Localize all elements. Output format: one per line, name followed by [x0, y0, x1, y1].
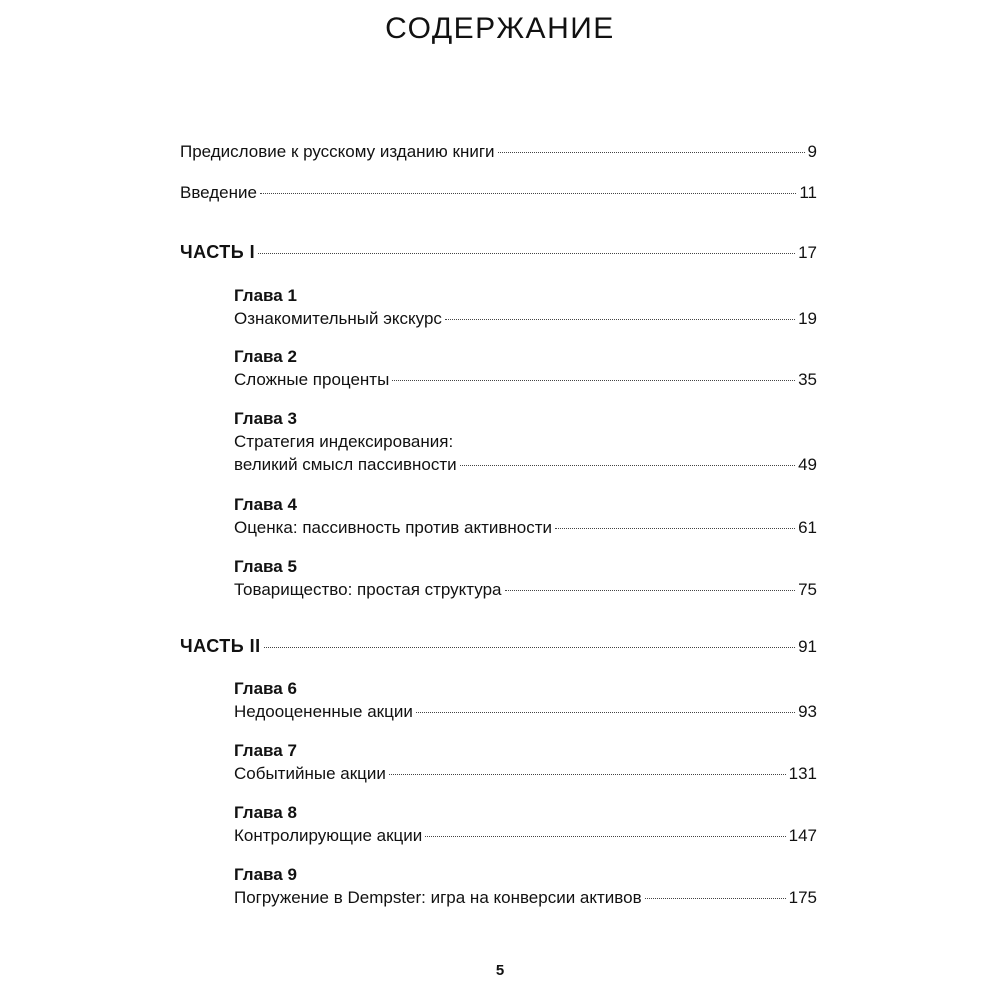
toc-entry-label: Контролирующие акции — [234, 826, 423, 845]
dot-leader — [389, 774, 786, 775]
toc-entry-page: 35 — [798, 370, 817, 389]
dot-leader — [425, 836, 785, 837]
dot-leader — [555, 528, 795, 529]
toc-entry-chapter-4[interactable] — [234, 518, 817, 542]
chapter-3-title-line-1: Стратегия индексирования: — [234, 432, 454, 451]
toc-entry-chapter-2[interactable] — [234, 370, 817, 394]
toc-entry-page: 19 — [798, 309, 817, 328]
page-title: СОДЕРЖАНИЕ — [385, 12, 615, 45]
toc-entry-page: 11 — [799, 183, 817, 202]
chapter-heading-3: Глава 3 — [234, 409, 297, 428]
toc-entry-chapter-3[interactable] — [234, 455, 817, 479]
toc-entry-label: Ознакомительный экскурс — [234, 309, 442, 328]
toc-entry-page: 75 — [798, 580, 817, 599]
toc-entry-page: 131 — [788, 764, 817, 783]
dot-leader — [264, 647, 795, 648]
dot-leader — [392, 380, 795, 381]
toc-entry-label: Товарищество: простая структура — [234, 580, 502, 599]
toc-entry-page: 175 — [788, 888, 817, 907]
toc-entry-page: 93 — [798, 702, 817, 721]
toc-entry-label: Событийные акции — [234, 764, 386, 783]
chapter-heading-9: Глава 9 — [234, 865, 297, 884]
dot-leader — [505, 590, 796, 591]
dot-leader — [645, 898, 786, 899]
toc-entry-page: 9 — [807, 142, 817, 161]
chapter-heading-6: Глава 6 — [234, 679, 297, 698]
toc-entry-page: 61 — [798, 518, 817, 537]
dot-leader — [260, 193, 796, 194]
toc-entry-preface[interactable] — [180, 142, 817, 166]
toc-entry-label: Погружение в Dempster: игра на конверсии активов — [234, 888, 642, 907]
chapter-heading-2: Глава 2 — [234, 347, 297, 366]
chapter-heading-7: Глава 7 — [234, 741, 297, 760]
toc-entry-label: Недооцененные акции — [234, 702, 413, 721]
toc-part-1[interactable] — [180, 242, 817, 266]
chapter-heading-1: Глава 1 — [234, 286, 297, 305]
dot-leader — [445, 319, 795, 320]
dot-leader — [498, 152, 805, 153]
page-number: 5 — [495, 962, 505, 979]
toc-entry-label: Сложные проценты — [234, 370, 390, 389]
dot-leader — [460, 465, 795, 466]
part-label: ЧАСТЬ I — [180, 242, 256, 262]
dot-leader — [416, 712, 795, 713]
toc-entry-chapter-5[interactable] — [234, 580, 817, 604]
chapter-heading-5: Глава 5 — [234, 557, 297, 576]
toc-entry-page: 17 — [798, 243, 817, 262]
chapter-heading-8: Глава 8 — [234, 803, 297, 822]
toc-entry-chapter-1[interactable] — [234, 309, 817, 333]
toc-entry-page: 49 — [798, 455, 817, 474]
toc-entry-label: великий смысл пассивности — [234, 455, 457, 474]
toc-entry-label: Оценка: пассивность против активности — [234, 518, 553, 537]
toc-entry-introduction[interactable] — [180, 183, 817, 207]
toc-part-2[interactable] — [180, 636, 817, 660]
toc-entry-page: 147 — [788, 826, 817, 845]
toc-entry-chapter-8[interactable] — [234, 826, 817, 850]
toc-entry-page: 91 — [798, 637, 817, 656]
toc-entry-label: Предисловие к русскому изданию книги — [180, 142, 495, 161]
toc-entry-label: Введение — [180, 183, 257, 202]
toc-entry-chapter-7[interactable] — [234, 764, 817, 788]
dot-leader — [258, 253, 795, 254]
toc-entry-chapter-6[interactable] — [234, 702, 817, 726]
part-label: ЧАСТЬ II — [180, 636, 261, 656]
chapter-heading-4: Глава 4 — [234, 495, 297, 514]
toc-entry-chapter-9[interactable] — [234, 888, 817, 912]
